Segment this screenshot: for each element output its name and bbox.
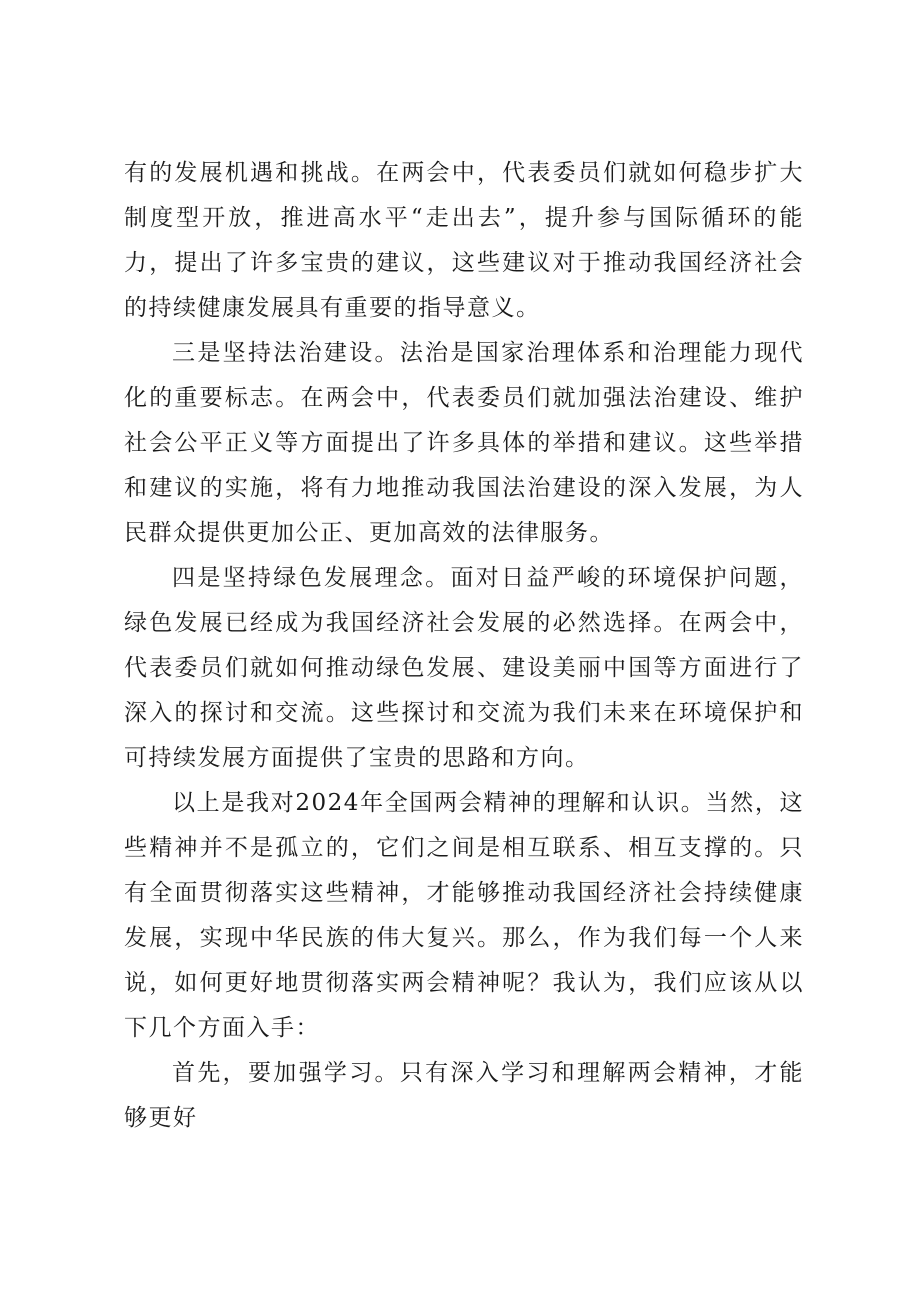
paragraph-first-strengthen-study: 首先，要加强学习。只有深入学习和理解两会精神，才能够更好 <box>124 1060 804 1131</box>
document-body <box>124 151 804 1141</box>
paragraph-green-development: 四是坚持绿色发展理念。面对日益严峻的环境保护问题，绿色发展已经成为我国经济社会发展的必然选择。在两会中，代表委员们就如何推动绿色发展、建设美丽中国等方面进行了深入的探讨和交流。这些探讨和交流为我们未来在环境保护和可持续发展方面提供了宝贵的思路和方向。 <box>124 565 804 771</box>
paragraph-continuation: 有的发展机遇和挑战。在两会中，代表委员们就如何稳步扩大制度型开放，推进高水平“走出去”，提升参与国际循环的能力，提出了许多宝贵的建议，这些建议对于推动我国经济社会的持续健康发展具有重要的指导意义。 <box>124 160 804 321</box>
paragraph-rule-of-law: 三是坚持法治建设。法治是国家治理体系和治理能力现代化的重要标志。在两会中，代表委员们就加强法治建设、维护社会公平正义等方面提出了许多具体的举措和建议。这些举措和建议的实施，将有力地推动我国法治建设的深入发展，为人民群众提供更加公正、更加高效的法律服务。 <box>124 340 804 546</box>
paragraph-summary: 以上是我对2024年全国两会精神的理解和认识。当然，这些精神并不是孤立的，它们之间是相互联系、相互支撑的。只有全面贯彻落实这些精神，才能够推动我国经济社会持续健康发展，实现中华民族的伟大复兴。那么，作为我们每一个人来说，如何更好地贯彻落实两会精神呢？我认为，我们应该从以下几个方面入手： <box>124 790 804 1041</box>
